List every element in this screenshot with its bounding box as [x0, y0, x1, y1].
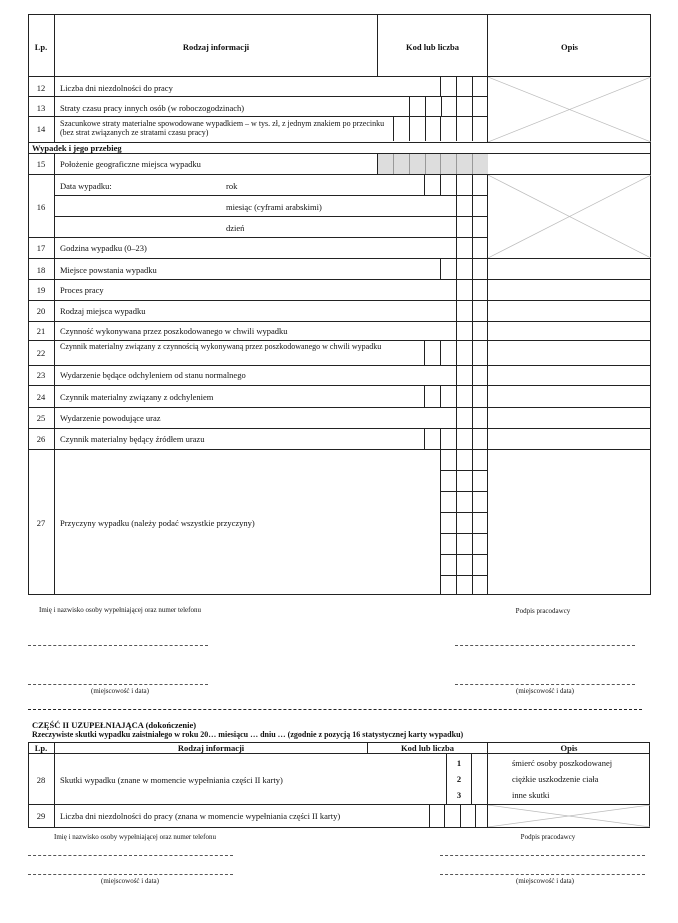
row-28-number: 28 — [36, 775, 46, 785]
row-26-number: 26 — [36, 434, 46, 444]
row-28-opt-2: ciężkie uszkodzenie ciała — [512, 774, 599, 784]
opis-crossed-16-17 — [488, 175, 651, 258]
header-kod: Kod lub liczba — [406, 42, 459, 52]
row-14-label: Szacunkowe straty materialne spowodowane wypadkiem – w tys. zł, z jednym znakiem po przecinku (bez strat związanych ze stratami czasu pracy) — [60, 119, 385, 137]
row-24-number: 24 — [36, 392, 46, 402]
part2-subtitle: Rzeczywiste skutki wypadku zaistniałego w roku 20… miesiącu … dniu … (zgodnie z pozycją 16 statystycznej karty wypadku) — [32, 730, 464, 739]
section-separator — [28, 709, 642, 710]
row-25-label: Wydarzenie powodujące uraz — [60, 413, 161, 423]
row-13-code-boxes[interactable] — [409, 97, 488, 116]
row-16-sub-miesiac: miesiąc (cyframi arabskimi) — [226, 202, 322, 212]
row-16-number: 16 — [36, 202, 46, 212]
sig2-place-right-label: (miejscowość i data) — [516, 877, 574, 885]
part2-header-rodzaj: Rodzaj informacji — [177, 743, 245, 753]
header-rodzaj: Rodzaj informacji — [182, 42, 250, 52]
sig1-place-right-line[interactable] — [455, 684, 635, 685]
row-14-code-boxes[interactable] — [393, 117, 488, 141]
row-24-code-boxes[interactable] — [424, 386, 488, 407]
row-16-miesiac-boxes[interactable] — [456, 196, 488, 216]
row-28-code-3[interactable]: 3 — [456, 790, 462, 800]
row-28-opt-3: inne skutki — [512, 790, 550, 800]
sig1-filler-line[interactable] — [28, 645, 208, 646]
part2-header-opis: Opis — [560, 743, 578, 753]
row-27-number: 27 — [36, 518, 46, 528]
row-17-number: 17 — [36, 243, 46, 253]
row-19-number: 19 — [36, 285, 46, 295]
row-13-number: 13 — [36, 103, 46, 113]
row-18-label: Miejsce powstania wypadku — [60, 265, 157, 275]
header-lp: Lp. — [34, 42, 48, 52]
row-16-dzien-boxes[interactable] — [456, 217, 488, 237]
opis-crossed-29 — [488, 805, 650, 827]
row-19-label: Proces pracy — [60, 285, 104, 295]
part2-header-lp: Lp. — [34, 743, 48, 753]
row-29-number: 29 — [36, 811, 46, 821]
row-16-sub-dzien: dzień — [226, 223, 245, 233]
row-29-code-boxes[interactable] — [429, 805, 476, 827]
row-28-code-1[interactable]: 1 — [456, 758, 462, 768]
row-25-number: 25 — [36, 413, 46, 423]
header-opis: Opis — [560, 42, 578, 52]
row-12-code-boxes[interactable] — [440, 77, 488, 96]
row-14-number: 14 — [36, 124, 46, 134]
row-28-label: Skutki wypadku (znane w momencie wypełniania części II karty) — [60, 775, 283, 785]
row-22-code-boxes[interactable] — [424, 341, 488, 365]
row-12-number: 12 — [36, 83, 46, 93]
row-23-label: Wydarzenie będące odchyleniem od stanu normalnego — [60, 370, 246, 380]
row-28-code-options[interactable] — [446, 754, 472, 804]
row-24-label: Czynnik materialny związany z odchyleniem — [60, 392, 214, 402]
sig1-place-right-label: (miejscowość i data) — [516, 687, 574, 695]
opis-crossed-12-14 — [488, 77, 651, 142]
row-27-code-grid[interactable] — [440, 450, 488, 595]
row-12-label: Liczba dni niezdolności do pracy — [60, 83, 173, 93]
sig2-place-left-label: (miejscowość i data) — [101, 877, 159, 885]
row-23-number: 23 — [36, 370, 46, 380]
row-16-sub-rok: rok — [226, 181, 238, 191]
sig2-place-right-line[interactable] — [440, 874, 645, 875]
row-21-label: Czynność wykonywana przez poszkodowanego w chwili wypadku — [60, 326, 288, 336]
section-wypadek-title: Wypadek i jego przebieg — [32, 143, 122, 153]
row-16-rok-boxes[interactable] — [424, 175, 488, 195]
sig2-signature-line[interactable] — [440, 855, 645, 856]
row-22-label: Czynnik materialny związany z czynnością wykonywaną przez poszkodowanego w chwili wypadku — [60, 342, 382, 351]
sig1-place-left-line[interactable] — [28, 684, 208, 685]
row-20-code-boxes[interactable] — [456, 301, 488, 321]
sig1-signature-label: Podpis pracodawcy — [515, 607, 571, 615]
part2-title: CZĘŚĆ II UZUPEŁNIAJĄCA (dokończenie) — [32, 720, 197, 730]
sig2-signature-label: Podpis pracodawcy — [520, 833, 576, 841]
row-27-label: Przyczyny wypadku (należy podać wszystkie przyczyny) — [60, 518, 255, 528]
row-20-number: 20 — [36, 306, 46, 316]
row-21-code-boxes[interactable] — [456, 322, 488, 340]
sig2-place-left-line[interactable] — [28, 874, 233, 875]
row-18-code-boxes[interactable] — [440, 259, 488, 279]
sig1-filler-label: Imię i nazwisko osoby wypełniającej oraz numer telefonu — [39, 606, 201, 614]
row-29-label: Liczba dni niezdolności do pracy (znana w momencie wypełniania części II karty) — [60, 811, 341, 821]
row-25-code-boxes[interactable] — [456, 408, 488, 428]
row-26-label: Czynnik materialny będący źródłem urazu — [60, 434, 205, 444]
row-28-opt-1: śmierć osoby poszkodowanej — [512, 758, 613, 768]
row-28-code-2[interactable]: 2 — [456, 774, 462, 784]
row-13-label: Straty czasu pracy innych osób (w roboczogodzinach) — [60, 103, 245, 113]
sig1-signature-line[interactable] — [455, 645, 635, 646]
row-17-code-boxes[interactable] — [456, 238, 488, 258]
row-16-label: Data wypadku: — [60, 181, 112, 191]
row-21-number: 21 — [36, 326, 46, 336]
sig2-filler-line[interactable] — [28, 855, 233, 856]
sig1-place-left-label: (miejscowość i data) — [91, 687, 149, 695]
row-15-label: Położenie geograficzne miejsca wypadku — [60, 159, 201, 169]
part2-header-kod: Kod lub liczba — [401, 743, 454, 753]
row-22-number: 22 — [36, 348, 46, 358]
row-23-code-boxes[interactable] — [456, 366, 488, 385]
row-26-code-boxes[interactable] — [424, 429, 488, 449]
row-20-label: Rodzaj miejsca wypadku — [60, 306, 146, 316]
row-17-label: Godzina wypadku (0–23) — [60, 243, 147, 253]
sig2-filler-label: Imię i nazwisko osoby wypełniającej oraz numer telefonu — [54, 833, 216, 841]
row-19-code-boxes[interactable] — [456, 280, 488, 300]
row-15-number: 15 — [36, 159, 46, 169]
row-15-code-boxes[interactable] — [377, 154, 488, 174]
row-18-number: 18 — [36, 265, 46, 275]
